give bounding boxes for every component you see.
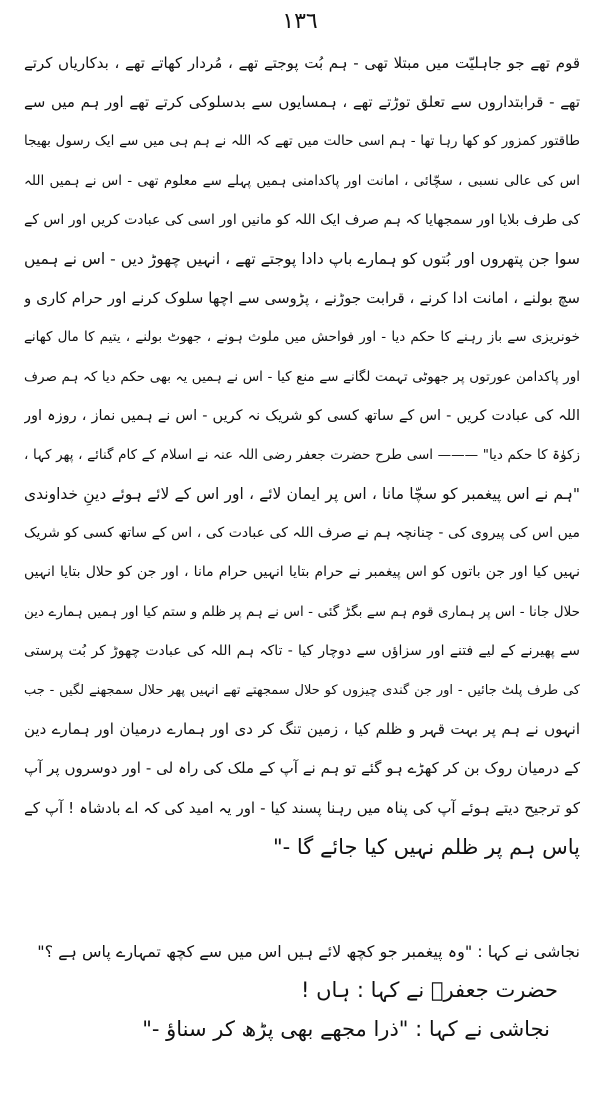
page-number: ١٣٦ — [282, 9, 318, 34]
text-line: خونریزی سے باز رہنے کا حکم دیا - اور فواحش میں ملوث ہونے ، جھوٹ بولنے ، یتیم کا مال کھانے — [24, 329, 580, 346]
text-line: اللہ کی عبادت کریں - اس کے ساتھ کسی کو شریک نہ کریں - اس نے ہمیں نماز ، روزہ اور — [24, 407, 580, 424]
text-line: پاس ہم پر ظلم نہیں کیا جائے گا -" — [272, 834, 580, 859]
text-line: حلال جانا - اس پر ہماری قوم ہم سے بگڑ گئی - اس نے ہم پر ظلم و ستم کیا اور ہمیں ہمارے دین — [24, 603, 580, 620]
body-paragraph — [24, 44, 580, 867]
dialogue-line: نجاشی نے کہا : "ذرا مجھے بھی پڑھ کر سناؤ -" — [142, 1017, 550, 1041]
text-line: تھے - قرابتداروں سے تعلق توڑتے تھے ، ہمسایوں سے بدسلوکی کرتے تھے اور ہم میں سے — [24, 93, 580, 112]
text-line: سچ بولنے ، امانت ادا کرنے ، قرابت جوڑنے ، پڑوسی سے اچھا سلوک کرنے اور حرام کاری و — [24, 289, 580, 308]
dialogue-block — [24, 932, 580, 1049]
text-line: زکوٰۃ کا حکم دیا" ——— اسی طرح حضرت جعفر رضی اللہ عنہ نے اسلام کے کام گنائے ، پھر کہا ، — [24, 446, 580, 463]
text-line: طاقتور کمزور کو کھا رہا تھا - ہم اسی حالت میں تھے کہ اللہ نے ہم ہی میں سے ایک رسول بھیجا — [24, 133, 580, 150]
text-line: سے پھیرنے کے لیے فتنے اور سزاؤں سے دوچار کیا - تاکہ ہم اللہ کی عبادت چھوڑ کر بُت پرستی — [24, 642, 580, 659]
text-line: "ہم نے اس پیغمبر کو سچّا مانا ، اس پر ایمان لائے ، اور اس کے لائے ہوئے دینِ خداوندی — [24, 485, 580, 504]
text-line: میں اس کی پیروی کی - چنانچہ ہم نے صرف اللہ کی عبادت کی ، اس کے ساتھ کسی کو شریک — [24, 525, 580, 542]
text-line: اس کی عالی نسبی ، سچّائی ، امانت اور پاکدامنی ہمیں پہلے سے معلوم تھی - اس نے ہمیں اللہ — [24, 172, 580, 189]
text-line: انہوں نے ہم پر بہت قہر و ظلم کیا ، زمین تنگ کر دی اور ہمارے درمیان اور ہمارے دین — [24, 720, 580, 739]
text-line: کے درمیان روک بن کر کھڑے ہو گئے تو ہم نے آپ کے ملک کی راہ لی - اور دوسروں پر آپ — [24, 759, 580, 778]
text-line: کی طرف پلٹ جائیں - اور جن گندی چیزوں کو حلال سمجھتے تھے انہیں پھر حلال سمجھنے لگیں - جب — [24, 683, 580, 698]
text-line: نہیں کیا اور جن باتوں کو اس پیغمبر نے حرام بتایا انہیں حرام مانا ، اور جن کو حلال بتایا انہیں — [24, 564, 580, 581]
dialogue-line: نجاشی نے کہا : "وہ پیغمبر جو کچھ لائے ہیں اس میں سے کچھ تمہارے پاس ہے ؟" — [37, 942, 580, 961]
text-line: اور پاکدامن عورتوں پر جھوٹی تہمت لگانے سے منع کیا - اس نے ہمیں یہ بھی حکم دیا کہ ہم صرف — [24, 368, 580, 385]
text-line: سوا جن پتھروں اور بُتوں کو ہمارے باپ دادا پوجتے تھے ، انہیں چھوڑ دیں - اس نے ہمیں — [24, 249, 580, 268]
dialogue-line: حضرت جعفرؓ نے کہا : ہاں ! — [301, 978, 558, 1002]
text-line: کو ترجیح دیتے ہوئے آپ کی پناہ میں رہنا پسند کیا - اور یہ امید کی کہ اے بادشاہ ! آپ کے — [24, 798, 580, 817]
text-line: قوم تھے جو جاہلیّت میں مبتلا تھی - ہم بُت پوجتے تھے ، مُردار کھاتے تھے ، بدکاریاں کرتے — [24, 54, 580, 72]
text-line: کی طرف بلایا اور سمجھایا کہ ہم صرف ایک اللہ کو مانیں اور اسی کی عبادت کریں اور اس کے — [24, 211, 580, 228]
